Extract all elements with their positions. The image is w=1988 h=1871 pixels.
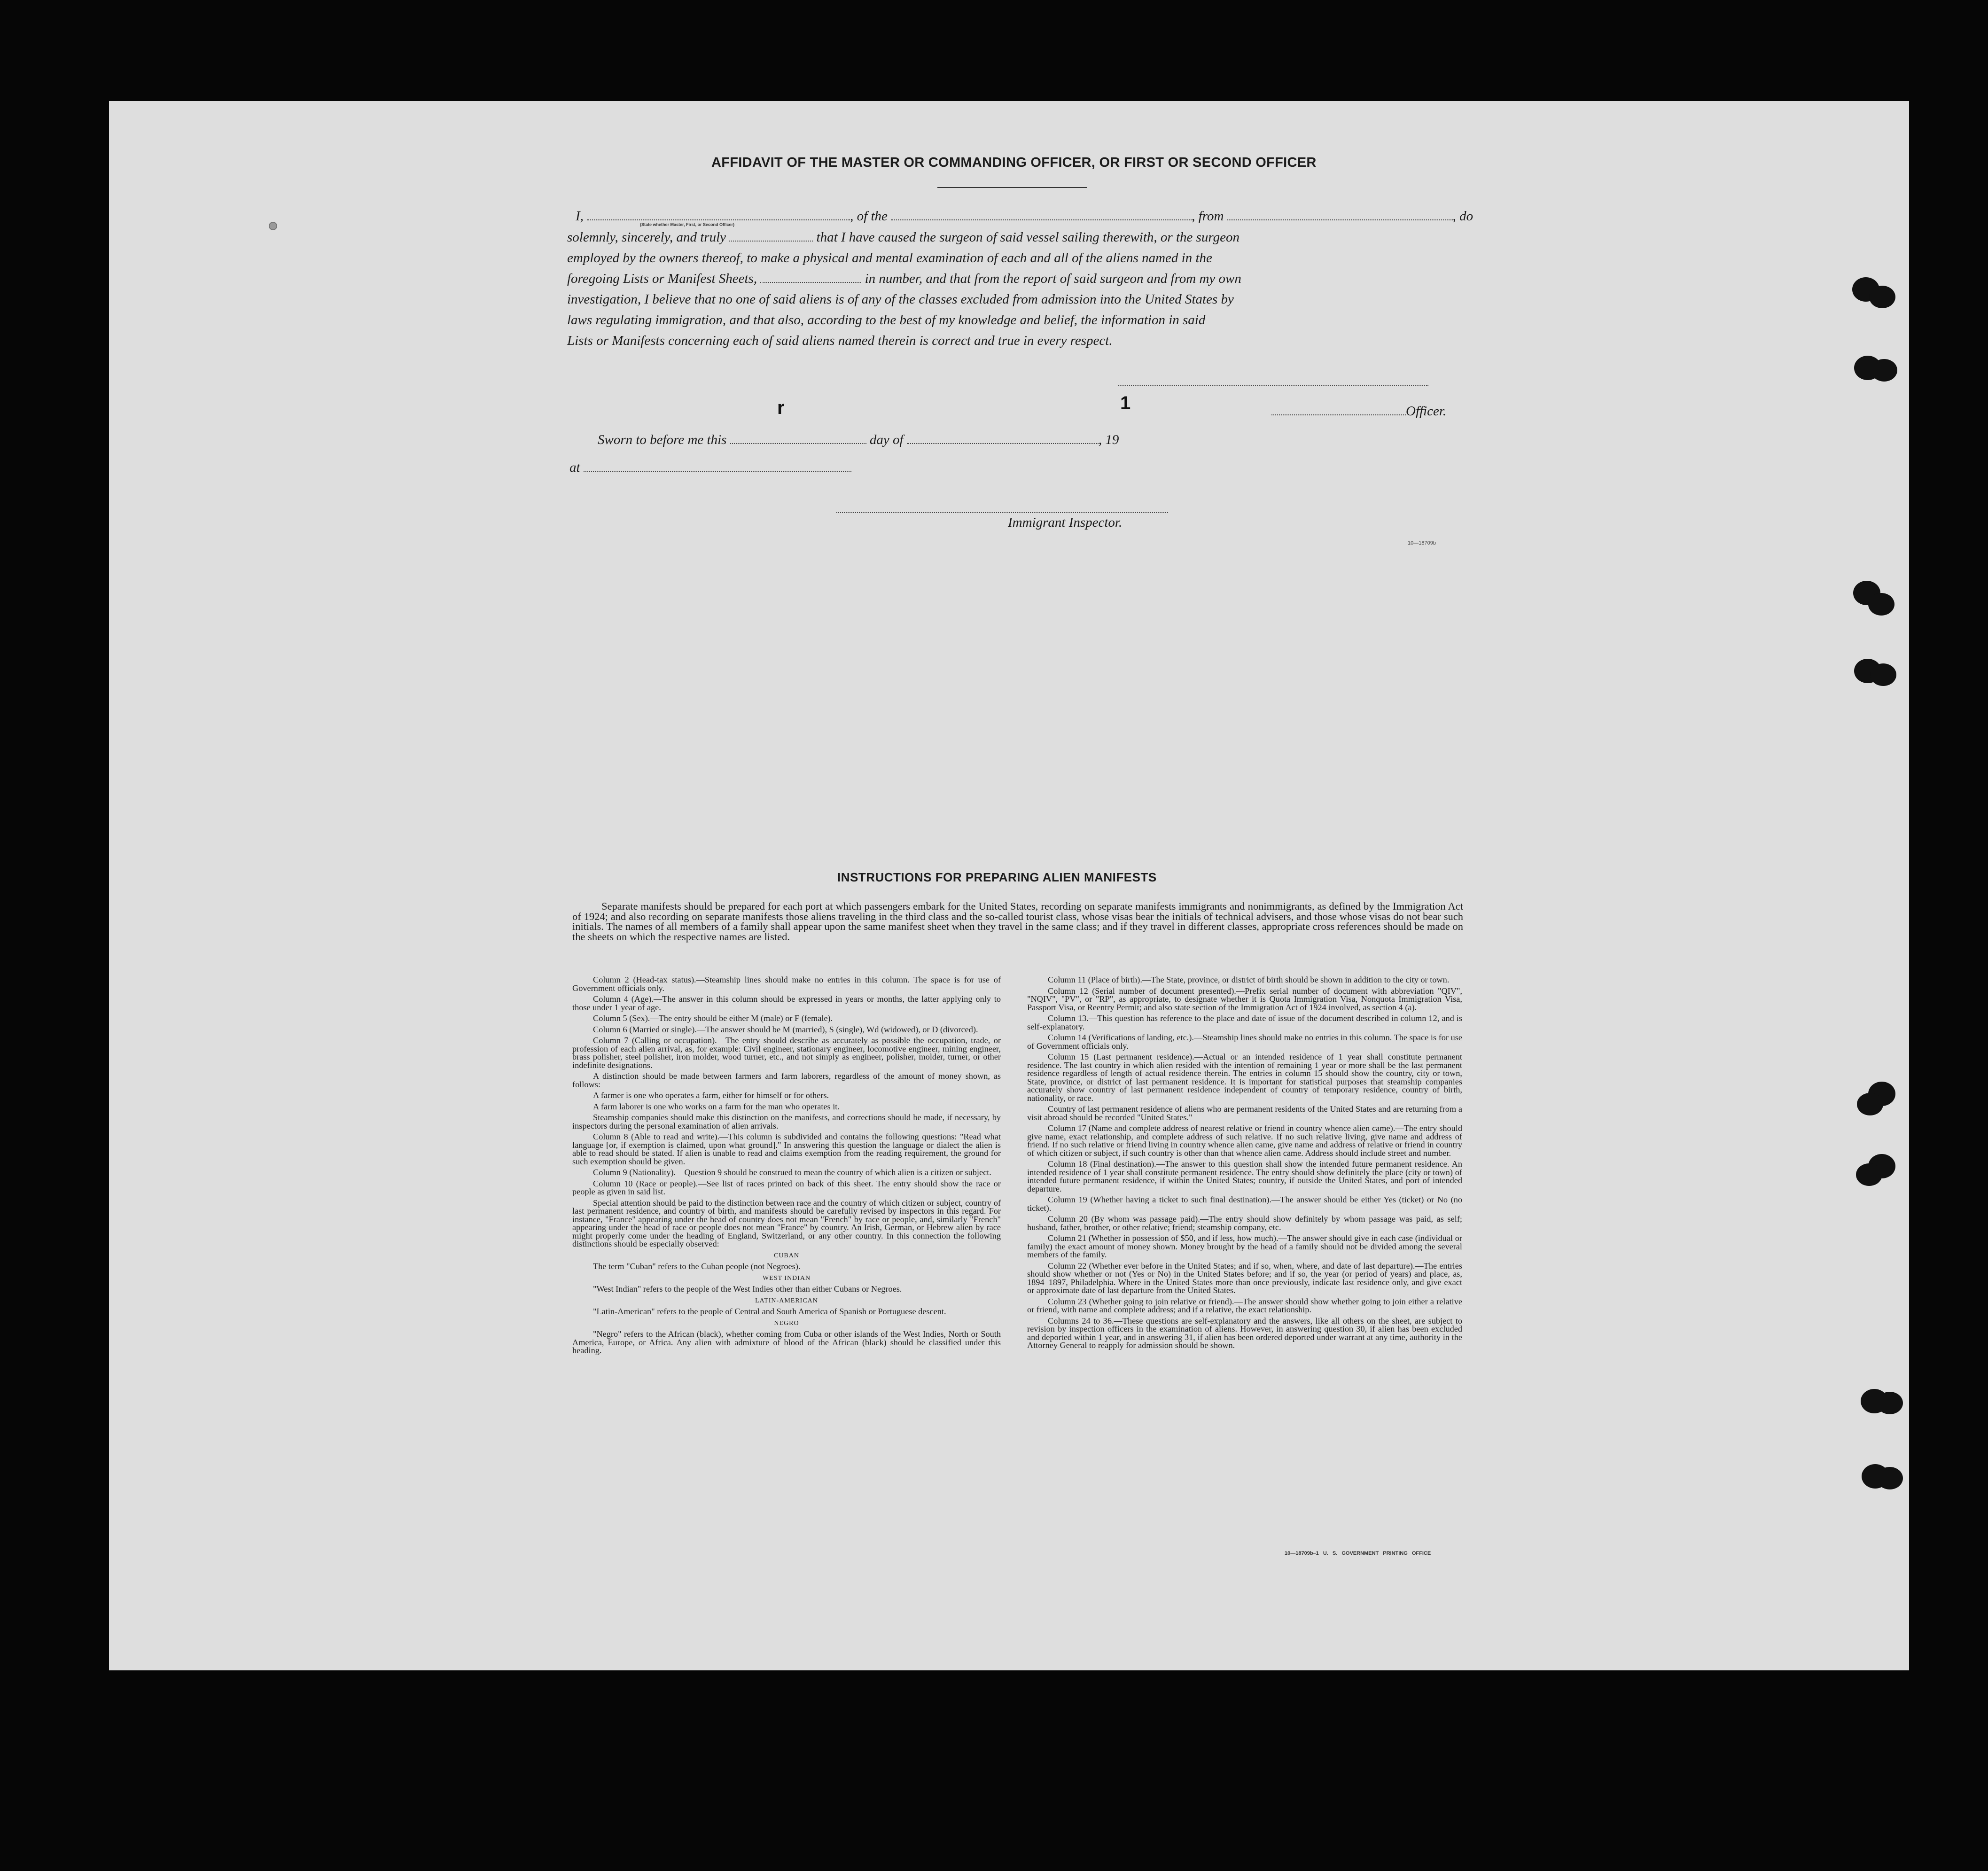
right-paragraph: Country of last permanent residence of aliens who are permanent residents of the United States and are returning from a visit abroad should be recorded "United States.": [1027, 1104, 1462, 1122]
right-paragraph: Column 18 (Final destination).—The answer to this question shall show the intended future permanent residence. An intended residence of 1 year shall constitute permanent residence. The entry should show definitely the place (city or town) of intended future permanent residence, if within the United States; country, if outside the United States, and port of intended departure.: [1027, 1159, 1462, 1193]
punch-hole: [1877, 1392, 1903, 1414]
left-paragraph: Column 7 (Calling or occupation).—The entry should describe as accurately as possible the occupation, trade, or profession of each alien arrival, as, for example: Civil engineer, stationary engineer, locomotive engineer, mining engineer, brass polisher, steel polisher, iron molder, wood turner, etc., and not simply as engineer, polisher, molder, turner, or other indefinite designations.: [572, 1036, 1001, 1070]
officer-line: [1271, 401, 1446, 421]
left-column: [572, 976, 1001, 1358]
left-paragraph: Column 10 (Race or people).—See list of races printed on back of this sheet. The entry should show the race or people as given in said list.: [572, 1178, 1001, 1196]
at-place-field[interactable]: [584, 467, 851, 472]
officer-rank-field[interactable]: [587, 216, 850, 220]
punch-hole: [1869, 286, 1895, 308]
right-paragraph: Column 22 (Whether ever before in the United States; and if so, when, where, and date of last departure).—The entries should show whether or not (Yes or No) in the United States before; and if so, the year (or period of years) and place, as, 1894–1897, Philadelphia. Where in the United States more than once previously, indicate last residence only, and give exact or approximate date of last departure from the United States.: [1027, 1261, 1462, 1295]
punch-hole: [1877, 1467, 1903, 1489]
punch-hole: [1870, 663, 1896, 686]
left-paragraph: Column 9 (Nationality).—Question 9 should be construed to mean the country of which alien is a citizen or subject.: [593, 1168, 991, 1177]
handwritten-mark: 1: [1120, 393, 1131, 413]
left-paragraph: "Latin-American" refers to the people of Central and South America of Spanish or Portuguese descent.: [593, 1307, 946, 1316]
right-paragraph: Column 11 (Place of birth).—The State, province, or district of birth should be shown in addition to the city or town.: [1048, 975, 1450, 984]
instructions-title: INSTRUCTIONS FOR PREPARING ALIEN MANIFESTS: [837, 870, 1157, 884]
left-paragraph: A distinction should be made between farmers and farm laborers, regardless of the amount of money shown, as follows:: [572, 1071, 1001, 1089]
affidavit-text: day of: [869, 432, 904, 447]
at-line: [569, 457, 851, 478]
affidavit-text: that I have caused the surgeon of said vessel sailing therewith, or the surgeon: [816, 230, 1240, 245]
affidavit-text: in number, and that from the report of said surgeon and from my own: [865, 271, 1241, 286]
right-paragraph: Column 20 (By whom was passage paid).—The entry should show definitely by whom passage was paid, as self; husband, father, brother, or other relative; friend; steamship company, etc.: [1027, 1214, 1462, 1232]
subheading-latin-american: LATIN-AMERICAN: [755, 1297, 818, 1304]
subheading-negro: NEGRO: [774, 1319, 799, 1327]
right-paragraph: Column 21 (Whether in possession of $50, and if less, how much).—The answer should give in each case (individual or family) the exact amount of money shown. Money brought by the head of a family should not be divided among the several members of the family.: [1027, 1233, 1462, 1259]
inspector-label: Immigrant Inspector.: [1008, 515, 1123, 530]
rank-note: (State whether Master, First, or Second Officer): [640, 222, 735, 227]
left-paragraph: Column 8 (Able to read and write).—This column is subdivided and contains the following questions: "Read what language [or, if exemption is claimed, upon what ground]." In answering this question the language or dialect the alien is able to read should be stated. If alien is unable to read and claims exemption from the reading requirement, the ground for such exemption should be given.: [572, 1132, 1001, 1166]
affidavit-text: foregoing Lists or Manifest Sheets,: [567, 271, 757, 286]
right-paragraph: Column 13.—This question has reference to the place and date of issue of the document described in column 12, and is self-explanatory.: [1027, 1013, 1462, 1031]
affidavit-text: at: [569, 460, 580, 475]
left-paragraph: Column 5 (Sex).—The entry should be either M (male) or F (female).: [593, 1013, 833, 1023]
affidavit-line-6: laws regulating immigration, and that also, according to the best of my knowledge and belief, the information in said: [567, 312, 1206, 327]
left-paragraph: Steamship companies should make this distinction on the manifests, and corrections should be made, if necessary, by inspectors during the personal examination of alien arrivals.: [572, 1113, 1001, 1130]
right-paragraph: Column 14 (Verifications of landing, etc.).—Steamship lines should make no entries in this column. The space is for use of Government officials only.: [1027, 1033, 1462, 1051]
affidavit-text: , of the: [850, 209, 888, 224]
subheading-west-indian: WEST INDIAN: [762, 1274, 811, 1282]
right-paragraph: Column 19 (Whether having a ticket to such final destination).—The answer should be either Yes (ticket) or No (no ticket).: [1027, 1195, 1462, 1213]
officer-label: Officer.: [1406, 404, 1447, 419]
affidavit-text: solemnly, sincerely, and truly: [567, 230, 726, 245]
signature-line[interactable]: [1118, 385, 1428, 387]
instructions-intro: Separate manifests should be prepared for each port at which passengers embark for the United States, recording on separate manifests immigrants and nonimmigrants, as defined by the Immigration Act of 1924; and also recording on separate manifests those aliens traveling in the third class and the so-called tourist class, whose visas bear the initials of technical advisers, and those whose visas do not bear such initials. The names of all members of a family shall appear upon the same manifest sheet when they travel in the same class; and if they travel in different classes, appropriate cross references should be made on the sheets on which the respective names are listed.: [572, 900, 1463, 943]
left-paragraph: A farmer is one who operates a farm, either for himself or for others.: [593, 1091, 829, 1100]
sworn-line: [598, 429, 1119, 450]
subheading-cuban: CUBAN: [773, 1252, 799, 1259]
punch-hole: [1856, 1163, 1882, 1186]
punch-hole: [1871, 359, 1897, 382]
left-paragraph: "West Indian" refers to the people of the West Indies other than either Cubans or Negroes.: [593, 1284, 902, 1294]
affidavit-line-4: [567, 268, 1241, 289]
affidavit-line-5: investigation, I believe that no one of said aliens is of any of the classes excluded from admission into the United States by: [567, 292, 1234, 307]
left-paragraph: "Negro" refers to the African (black), whether coming from Cuba or other islands of the West Indies, North or South America, Europe, or Africa. Any alien with admixture of blood of the African (black) should be classified under this heading.: [572, 1329, 1001, 1355]
right-paragraph: Column 12 (Serial number of document presented).—Prefix serial number of document with abbreviation "QIV", "NQIV", "PV", or "RP", as appropriate, to designate whether it is Quota Immigration Visa, Nonquota Immigration Visa, Passport Visa, or Reentry Permit; and also state section of the Immigration Act of 1924 involved, as section 4 (a).: [1027, 986, 1462, 1012]
sworn-day-field[interactable]: [730, 439, 866, 444]
staple-mark: [269, 222, 277, 230]
punch-hole: [1857, 1093, 1883, 1115]
affidavit-title: AFFIDAVIT OF THE MASTER OR COMMANDING OFFICER, OR FIRST OR SECOND OFFICER: [711, 155, 1317, 170]
right-paragraph: Column 17 (Name and complete address of nearest relative or friend in country whence alien came).—The entry should give name, exact relationship, and complete address of such relative. If no such relative living, give name and address of friend. If no such relative or friend living in country whence alien came, give name and address of relative or friend in country of which citizen or subject, if such country is other than that whence alien came. Address should include street and number.: [1027, 1123, 1462, 1158]
sworn-month-field[interactable]: [907, 439, 1099, 444]
affidavit-text: Sworn to before me this: [598, 432, 727, 447]
officer-field[interactable]: [1271, 411, 1406, 415]
left-paragraph: Special attention should be paid to the distinction between race and the country of which citizen or subject, country of last permanent residence, and country of birth, and manifests should be carefully revised by inspectors in this regard. For instance, "France" appearing under the head of country does not mean "French" by race or people, and, similarly "French" appearing under the head of race or people does not mean "France" by country. An Irish, German, or Hebrew alien by race might properly come under the heading of England, Switzerland, or any other country. In this connection the following distinctions should be especially observed:: [572, 1198, 1001, 1248]
left-paragraph: Column 4 (Age).—The answer in this column should be expressed in years or months, the latter applying only to those under 1 year of age.: [572, 994, 1001, 1012]
right-column: [1027, 976, 1462, 1353]
right-paragraph: Columns 24 to 36.—These questions are self-explanatory and the answers, like all others on the sheet, are subject to revision by inspection officers in the examination of aliens. However, in answering question 30, if alien has been excluded and deported within 1 year, and in answering 31, if alien has been ordered deported under warrant at any time, authority in the Attorney General to reapply for admission should be shown.: [1027, 1316, 1462, 1350]
affidavit-text: , 19: [1098, 432, 1119, 447]
affidavit-line-7: Lists or Manifests concerning each of said aliens named therein is correct and true in every respect.: [567, 333, 1113, 348]
left-paragraph: A farm laborer is one who works on a farm for the man who operates it.: [593, 1101, 840, 1111]
count-field[interactable]: [760, 278, 861, 283]
affidavit-line-3: employed by the owners thereof, to make a physical and mental examination of each and all of the aliens named in the: [567, 250, 1212, 265]
title-underline: [937, 187, 1087, 188]
handwritten-mark: r: [777, 398, 785, 418]
right-paragraph: Column 15 (Last permanent residence).—Actual or an intended residence of 1 year shall constitute permanent residence. The last country in which alien resided with the intention of remaining 1 year or more shall be the last permanent residence regardless of length of actual residence therein. The entries in column 15 should show the country, city or town, State, province, or district of last permanent residence. It is important for statistical purposes that steamship companies accurately show country of last permanent residence independent of country of temporary residence, country of birth, nationality, or race.: [1027, 1052, 1462, 1103]
affidavit-text: I,: [576, 209, 584, 224]
oath-field[interactable]: [729, 237, 813, 242]
left-paragraph: Column 2 (Head-tax status).—Steamship lines should make no entries in this column. The space is for use of Government officials only.: [572, 975, 1001, 993]
right-paragraph: Column 23 (Whether going to join relative or friend).—The answer should show whether going to join either a relative or friend, with name and complete address; and if a relative, the exact relationship.: [1027, 1296, 1462, 1314]
affidavit-text: , do: [1452, 209, 1473, 224]
vessel-name-field[interactable]: [891, 216, 1192, 220]
form-code: 10—18709b: [1408, 540, 1436, 546]
left-paragraph: Column 6 (Married or single).—The answer should be M (married), S (single), Wd (widowed), or D (divorced).: [593, 1024, 978, 1034]
punch-hole: [1868, 593, 1894, 616]
left-paragraph: The term "Cuban" refers to the Cuban people (not Negroes).: [593, 1262, 801, 1271]
printing-office-footer: 10—18709b–1 U. S. GOVERNMENT PRINTING OFFICE: [1285, 1551, 1431, 1556]
affidavit-text: , from: [1192, 209, 1224, 224]
affidavit-line-2: [567, 227, 1240, 248]
port-field[interactable]: [1227, 216, 1453, 220]
